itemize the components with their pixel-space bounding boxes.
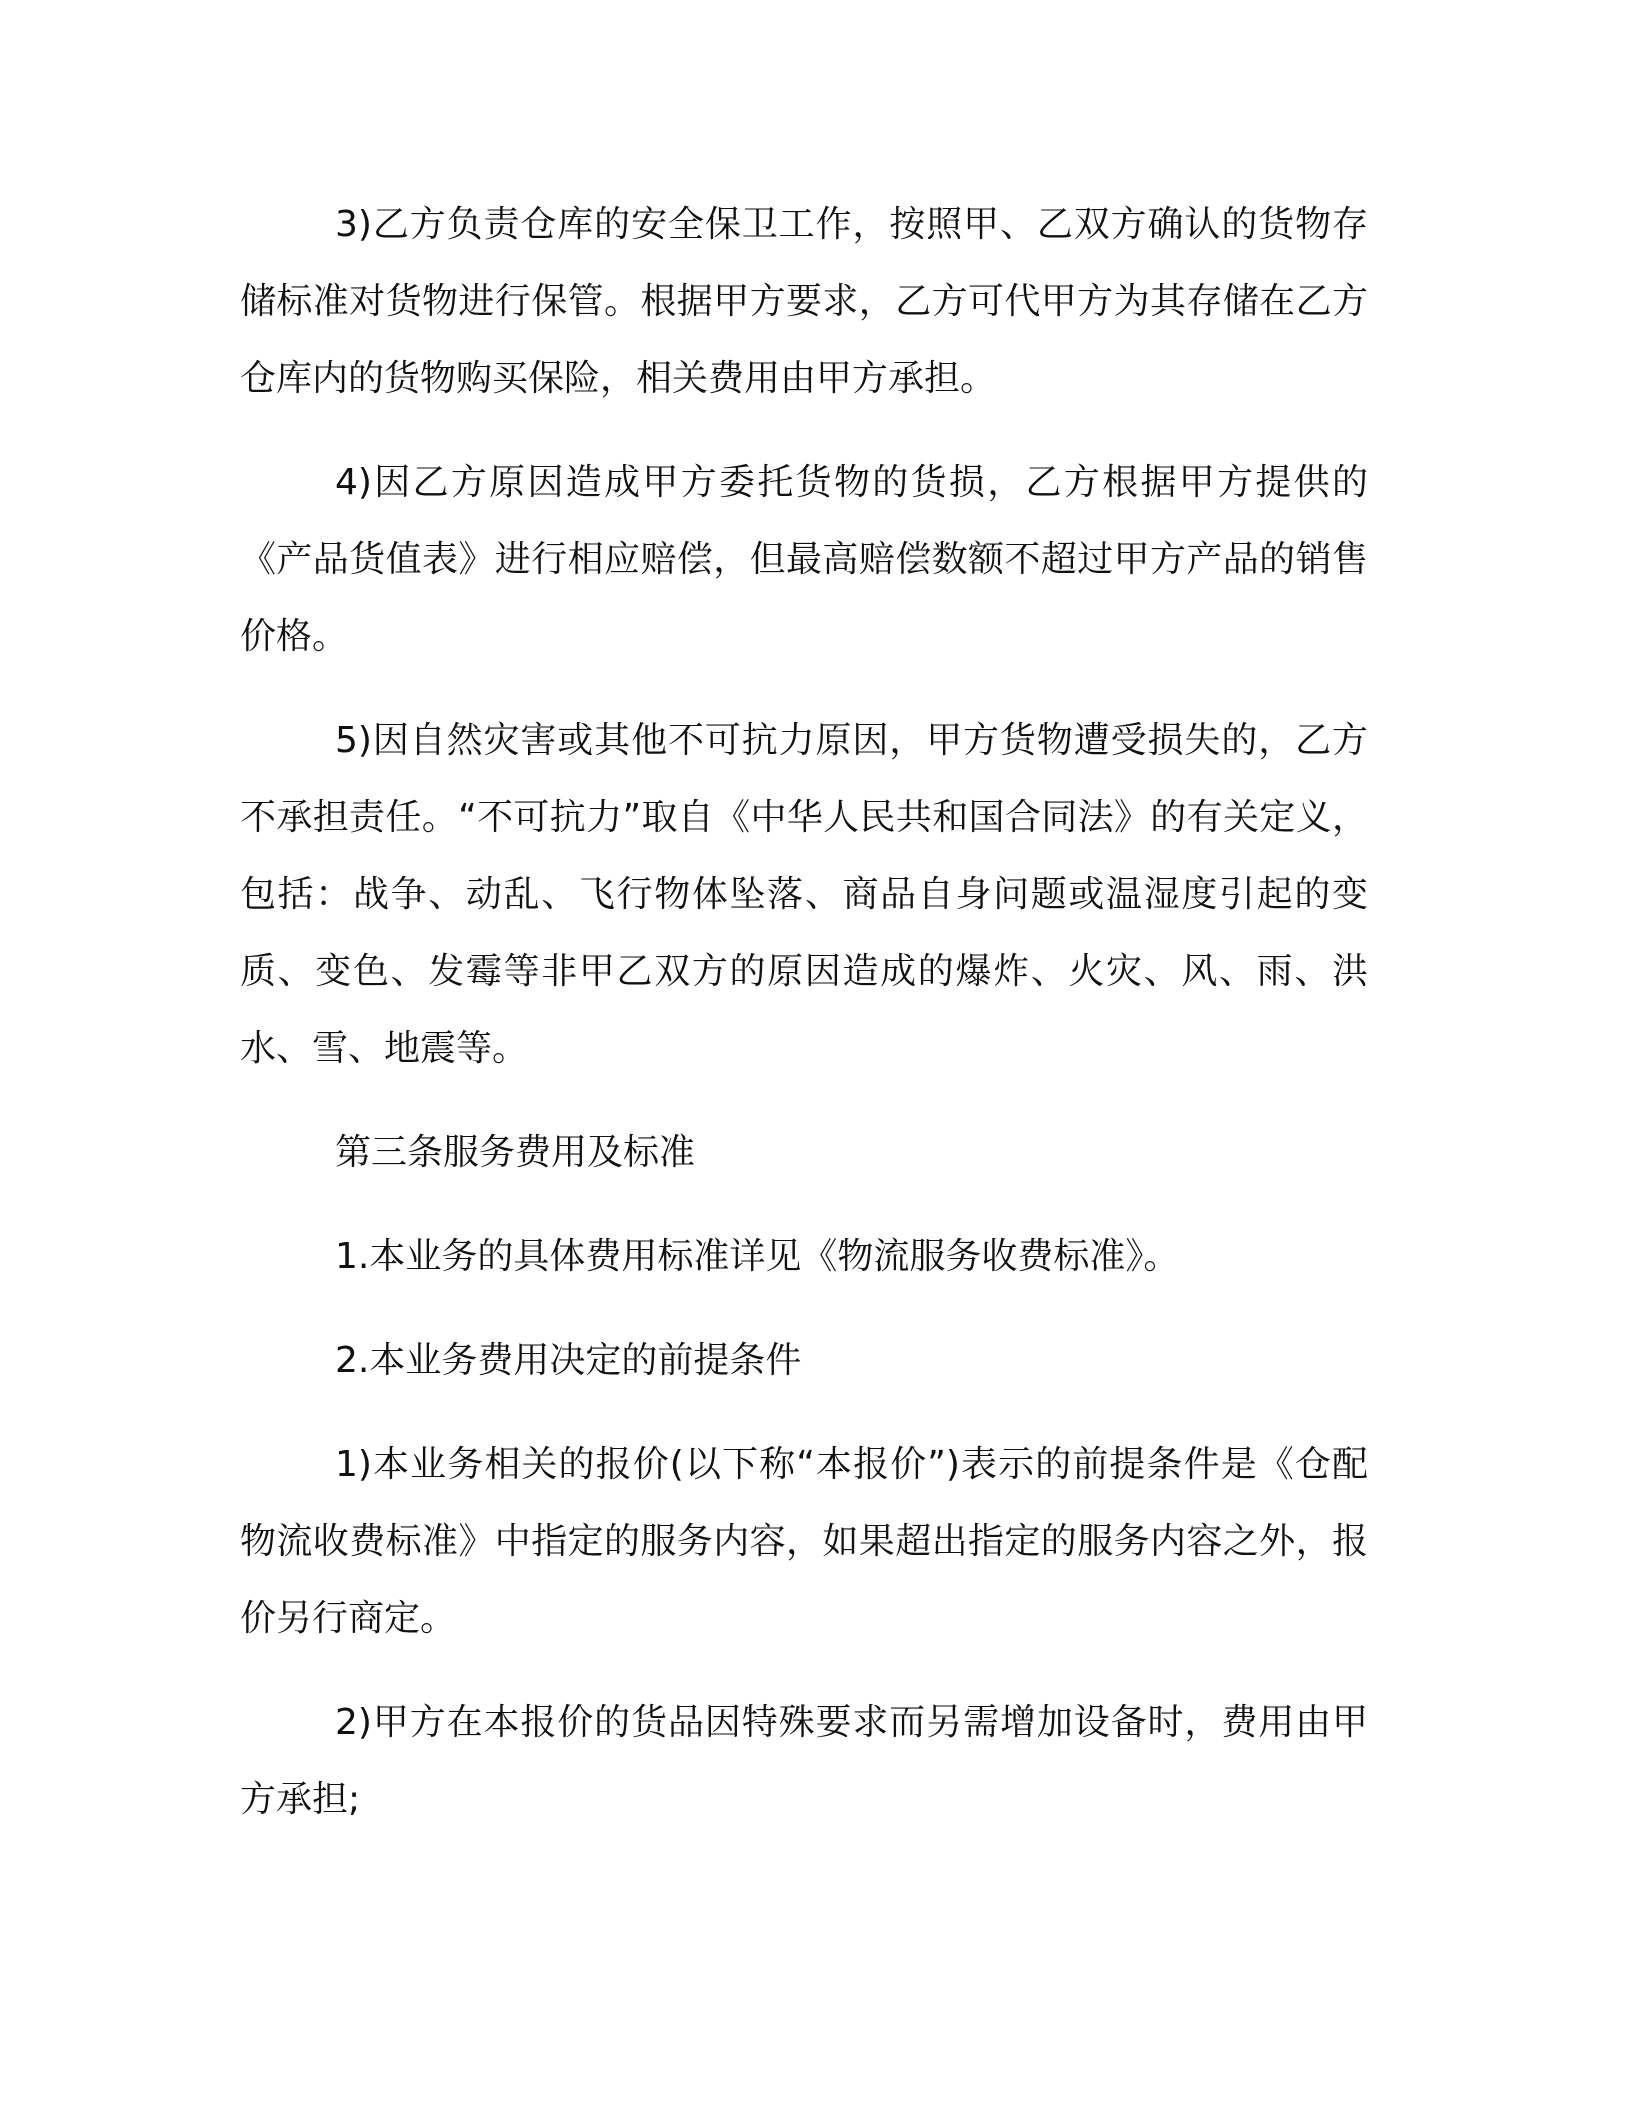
section-heading-service-fees: 第三条服务费用及标准 — [335, 1132, 696, 1173]
paragraph-fee-standard: 1.本业务的具体费用标准详见《物流服务收费标准》。 — [335, 1236, 1180, 1277]
paragraph-damage-compensation: 4)因乙方原因造成甲方委托货物的货损，乙方根据甲方提供的《产品货值表》进行相应赔偿，但最高赔偿数额不超过甲方产品的销售价格。 — [240, 462, 1368, 657]
document-body — [240, 186, 1368, 1838]
paragraph-warehouse-security: 3)乙方负责仓库的安全保卫工作，按照甲、乙双方确认的货物存储标准对货物进行保管。根据甲方要求，乙方可代甲方为其存储在乙方仓库内的货物购买保险，相关费用由甲方承担。 — [240, 204, 1368, 399]
paragraph-fee-preconditions: 2.本业务费用决定的前提条件 — [335, 1340, 802, 1381]
paragraph-force-majeure: 5)因自然灾害或其他不可抗力原因，甲方货物遭受损失的，乙方不承担责任。“不可抗力”取自《中华人民共和国合同法》的有关定义，包括：战争、动乱、飞行物体坠落、商品自身问题或温湿度引起的变质、变色、发霉等非甲乙双方的原因造成的爆炸、火灾、风、雨、洪水、雪、地震等。 — [240, 720, 1368, 1069]
paragraph-quote-preconditions: 1)本业务相关的报价(以下称“本报价”)表示的前提条件是《仓配物流收费标准》中指定的服务内容，如果超出指定的服务内容之外，报价另行商定。 — [240, 1444, 1368, 1639]
paragraph-extra-equipment: 2)甲方在本报价的货品因特殊要求而另需增加设备时，费用由甲方承担; — [240, 1702, 1368, 1820]
